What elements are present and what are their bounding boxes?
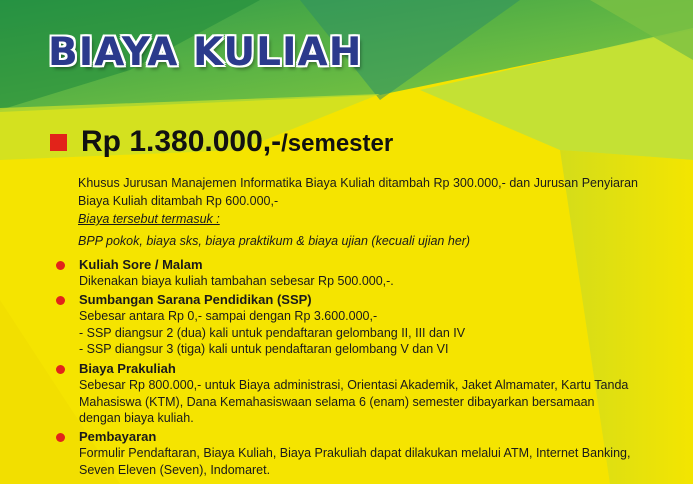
item-body — [79, 308, 639, 358]
item-title: Sumbangan Sarana Pendidikan (SSP) — [79, 292, 312, 307]
item-line: - SSP diangsur 3 (tiga) kali untuk pendaftaran gelombang V dan VI — [79, 342, 449, 356]
item-line: Dikenakan biaya kuliah tambahan sebesar Rp 500.000,-. — [79, 274, 394, 288]
item-body — [79, 377, 639, 427]
item-body — [79, 273, 639, 290]
bullet-icon — [56, 433, 65, 442]
price-amount: Rp 1.380.000,- — [81, 125, 282, 158]
red-square-icon — [50, 134, 67, 151]
bullet-icon — [56, 261, 65, 270]
item-title: Biaya Prakuliah — [79, 361, 176, 376]
item-title: Kuliah Sore / Malam — [79, 257, 203, 272]
item-title: Pembayaran — [79, 429, 157, 444]
item-body — [79, 445, 639, 478]
price-row — [50, 125, 393, 159]
item-line: Formulir Pendaftaran, Biaya Kuliah, Biaya Prakuliah dapat dilakukan melalui ATM, Internet Banking, Seven Eleven (Seven), Indomaret. — [79, 446, 631, 477]
page-title: BIAYA KULIAH — [48, 30, 363, 75]
includes-text: BPP pokok, biaya sks, biaya praktikum & biaya ujian (kecuali ujian her) — [78, 234, 471, 248]
bullet-icon — [56, 296, 65, 305]
includes-heading: Biaya tersebut termasuk : — [78, 212, 220, 226]
intro-text: Khusus Jurusan Manajemen Informatika Biaya Kuliah ditambah Rp 300.000,- dan Jurusan Penyiaran Biaya Kuliah ditambah Rp 600.000,- — [78, 176, 638, 208]
bullet-icon — [56, 365, 65, 374]
item-line: Sebesar antara Rp 0,- sampai dengan Rp 3.600.000,- — [79, 309, 378, 323]
item-line: - SSP diangsur 2 (dua) kali untuk pendaftaran gelombang II, III dan IV — [79, 325, 466, 340]
price-unit: /semester — [281, 130, 394, 157]
item-line: Sebesar Rp 800.000,- untuk Biaya administrasi, Orientasi Akademik, Jaket Almamater, Kartu Tanda Mahasiswa (KTM), Dana Kemahasiswaan selama 6 (enam) semester dibayarkan bersamaan dengan biaya kuliah. — [79, 378, 629, 425]
